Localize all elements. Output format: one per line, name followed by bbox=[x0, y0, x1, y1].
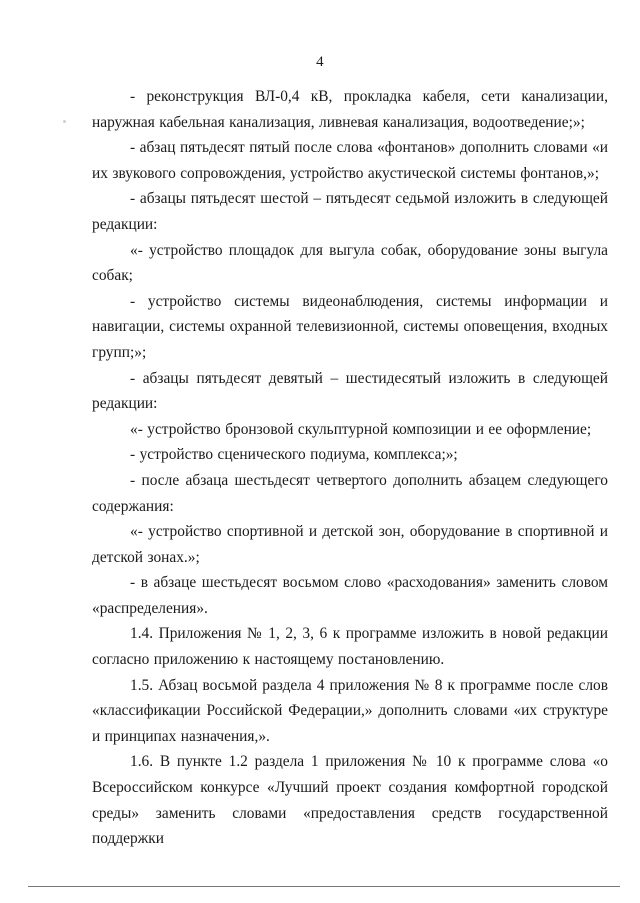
paragraph: 1.6. В пункте 1.2 раздела 1 приложения № 10 к программе слова «о Всероссийском конкурсе «Лучший проект создания комфортной городской среды» заменить словами «предоставления средств государственной поддержки bbox=[92, 753, 608, 848]
paragraph: - устройство системы видеонаблюдения, системы информации и навигации, системы охранной телевизионной, системы оповещения, входных групп;»; bbox=[92, 292, 608, 361]
paragraph: - реконструкция ВЛ-0,4 кВ, прокладка кабеля, сети канализации, наружная кабельная канализация, ливневая канализация, водоотведение;»; bbox=[92, 88, 608, 131]
paragraph: - абзацы пятьдесят девятый – шестидесятый изложить в следующей редакции: bbox=[92, 369, 608, 413]
paragraph: - в абзаце шестьдесят восьмом слово «расходования» заменить словом «распределения». bbox=[92, 574, 608, 617]
paragraph: «- устройство площадок для выгула собак, оборудование зоны выгула собак; bbox=[92, 241, 608, 285]
margin-speck bbox=[63, 120, 66, 123]
paragraph: - устройство сценического подиума, комплекса;»; bbox=[130, 446, 458, 464]
paragraph: «- устройство спортивной и детской зон, оборудование в спортивной и детской зонах.»; bbox=[92, 523, 608, 566]
paragraph: - абзац пятьдесят пятый после слова «фонтанов» дополнить словами «и их звукового сопровождения, устройство акустической системы фонтанов,»; bbox=[92, 139, 608, 182]
paragraph: «- устройство бронзовой скульптурной композиции и ее оформление; bbox=[130, 420, 592, 438]
bottom-rule bbox=[28, 886, 620, 887]
document-body bbox=[92, 84, 608, 852]
paragraph: - абзацы пятьдесят шестой – пятьдесят седьмой изложить в следующей редакции: bbox=[92, 190, 608, 233]
paragraph: 1.4. Приложения № 1, 2, 3, 6 к программе изложить в новой редакции согласно приложению к настоящему постановлению. bbox=[92, 625, 608, 669]
page-number: 4 bbox=[316, 54, 324, 70]
paragraph: 1.5. Абзац восьмой раздела 4 приложения № 8 к программе после слов «классификации Российской Федерации,» дополнить словами «их структуре и принципах назначения,». bbox=[92, 676, 608, 745]
paragraph: - после абзаца шестьдесят четвертого дополнить абзацем следующего содержания: bbox=[92, 471, 608, 515]
